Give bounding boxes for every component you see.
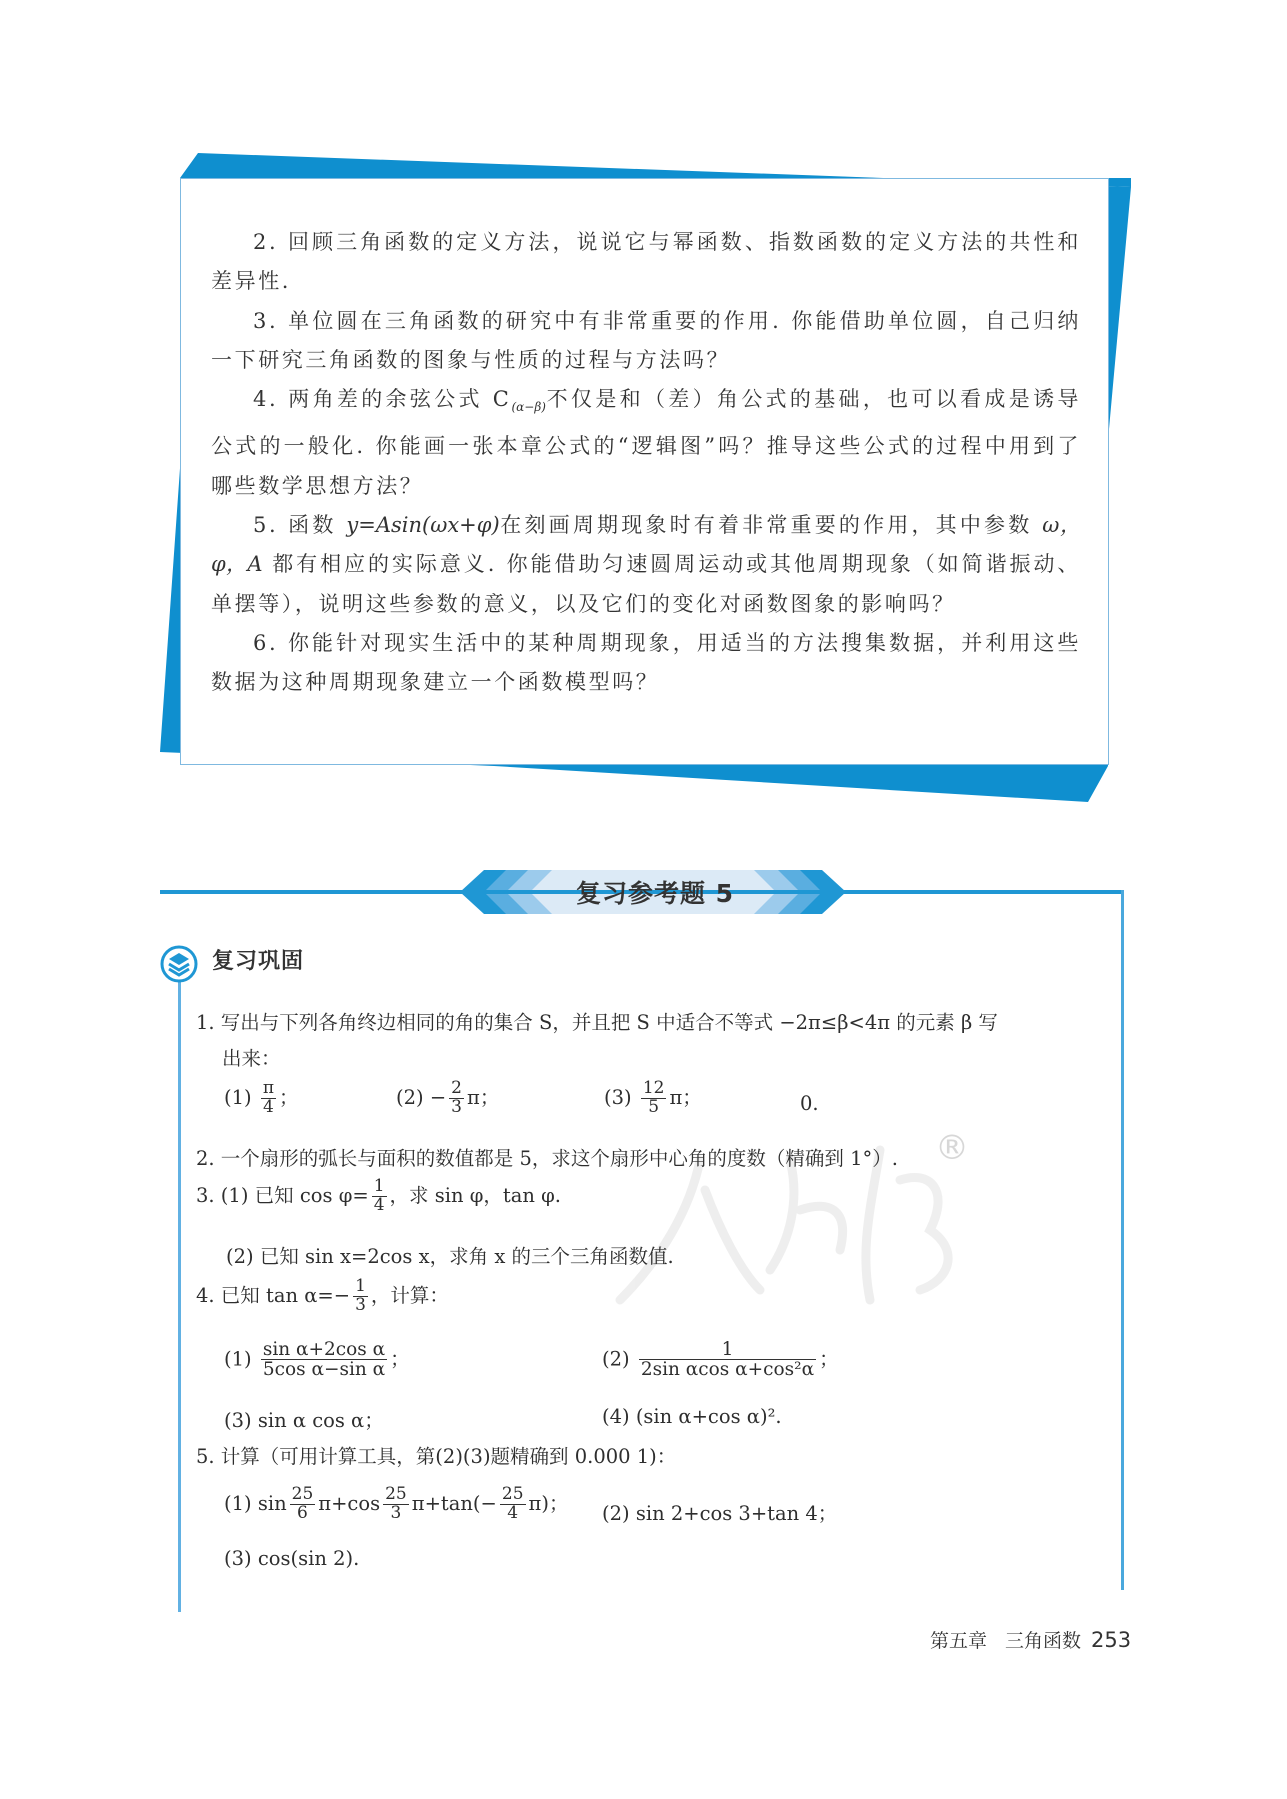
exercise-2: 2. 一个扇形的弧长与面积的数值都是 5，求这个扇形中心角的度数（精确到 1°）. bbox=[196, 1147, 898, 1170]
fraction: $\frac{1}{4}$ bbox=[373, 1176, 385, 1215]
fraction: $\frac{1}{\text{2sin αcos α+cos²α}}$ bbox=[640, 1339, 815, 1381]
reflection-item-4: 4. 两角差的余弦公式 $C_{(\alpha-\beta)}$不仅是和（差）角公式的基础，也可以看成是诱导公式的一般化. 你能画一张本章公式的“逻辑图”吗？推导这些公式的过程中用到了哪些数学思想方法？ bbox=[211, 387, 1081, 498]
exercise-1-part-4: 0. bbox=[800, 1092, 819, 1115]
sine-function-formula: y=Asin(ωx+φ) bbox=[346, 513, 500, 538]
fraction: $\frac{25}{6}$ bbox=[291, 1484, 314, 1523]
exercise-3-part-2: (2) 已知 sin x=2cos x，求角 x 的三个三角函数值. bbox=[226, 1245, 674, 1268]
fraction: $\frac{25}{3}$ bbox=[385, 1484, 407, 1523]
exercise-1-part-1: (1) $\frac{\pi}{4}$ ； bbox=[224, 1078, 299, 1117]
reflection-item-2: 2. 回顾三角函数的定义方法，说说它与幂函数、指数函数的定义方法的共性和差异性. bbox=[211, 230, 1082, 294]
exercise-1-line2: 出来： bbox=[222, 1047, 281, 1070]
reflection-item-5: 5. 函数 y=Asin(ωx+φ)在刻画周期现象时有着非常重要的作用，其中参数 ω，φ，A 都有相应的实际意义. 你能借助匀速圆周运动或其他周期现象（如简谐振动、单摆等），说明这些参数的意义，以及它们的变化对函数图象的影响吗？ bbox=[211, 513, 1082, 616]
review-banner-title: 复习参考题 5 bbox=[575, 879, 735, 908]
layers-chevron-icon bbox=[160, 945, 198, 983]
exercise-4-part-2: (2) $\frac{1}{\text{2sin αcos α+cos²α}}$ ； bbox=[602, 1339, 839, 1381]
section-rule-right bbox=[1121, 890, 1124, 1590]
exercise-4-part-4: (4) (sin α+cos α)². bbox=[602, 1405, 782, 1428]
fraction: $\frac{\text{sin α+2cos α}}{\text{5cos α−sin α}}$ bbox=[262, 1339, 386, 1381]
exercise-1-part-2: (2) − $\frac{2}{3}$ π； bbox=[396, 1078, 500, 1117]
reflection-questions bbox=[211, 223, 1081, 703]
page-number: 253 bbox=[1091, 1628, 1132, 1652]
reflection-questions-box bbox=[180, 178, 1109, 765]
reflection-item-3: 3. 单位圆在三角函数的研究中有非常重要的作用. 你能借助单位圆，自己归纳一下研究三角函数的图象与性质的过程与方法吗？ bbox=[211, 308, 1081, 372]
exercise-1-part-3: (3) $\frac{12}{5}$ π； bbox=[604, 1078, 702, 1117]
exercise-5-stem: 5. 计算（可用计算工具，第(2)(3)题精确到 0.000 1)： bbox=[196, 1445, 677, 1468]
exercise-4-stem: 4. 已知 tan α=− $\frac{1}{3}$ ，计算： bbox=[196, 1276, 449, 1315]
chapter-label: 第五章 bbox=[930, 1630, 988, 1652]
exercise-3-part-1: 3. (1) 已知 cos φ= $\frac{1}{4}$ ，求 sin φ，tan φ. bbox=[196, 1176, 561, 1215]
parameter-list: ω，φ，A bbox=[211, 513, 1081, 577]
exercise-5-part-1: (1) sin $\frac{25}{6}$ π+cos $\frac{25}{3}$ π+tan(− $\frac{25}{4}$ π)； bbox=[224, 1484, 569, 1523]
registered-mark: ® bbox=[935, 1128, 969, 1168]
exercise-1-line1: 1. 写出与下列各角终边相同的角的集合 S，并且把 S 中适合不等式 −2π≤β<4π 的元素 β 写 bbox=[196, 1011, 998, 1034]
reflection-item-6: 6. 你能针对现实生活中的某种周期现象，用适当的方法搜集数据，并利用这些数据为这种周期现象建立一个函数模型吗？ bbox=[211, 630, 1082, 695]
exercise-4-part-3: (3) sin α cos α； bbox=[224, 1409, 384, 1432]
watermark-logo bbox=[620, 1150, 948, 1300]
fraction: $\frac{\pi}{4}$ bbox=[262, 1078, 275, 1117]
fraction: $\frac{2}{3}$ bbox=[451, 1078, 462, 1117]
chapter-title: 三角函数 bbox=[1005, 1630, 1082, 1652]
section-rule-left bbox=[178, 972, 181, 1612]
formula-subscript: (α−β) bbox=[511, 400, 546, 415]
section-title: 复习巩固 bbox=[212, 949, 305, 974]
fraction: $\frac{1}{3}$ bbox=[355, 1276, 366, 1315]
fraction: $\frac{12}{5}$ bbox=[642, 1078, 665, 1117]
exercise-5-part-2: (2) sin 2+cos 3+tan 4； bbox=[602, 1502, 838, 1525]
fraction: $\frac{25}{4}$ bbox=[501, 1484, 524, 1523]
exercise-5-part-3: (3) cos(sin 2). bbox=[224, 1547, 360, 1570]
page-footer bbox=[930, 1626, 1131, 1653]
exercise-4-part-1: (1) $\frac{\text{sin α+2cos α}}{\text{5cos α−sin α}}$ ； bbox=[224, 1339, 410, 1381]
